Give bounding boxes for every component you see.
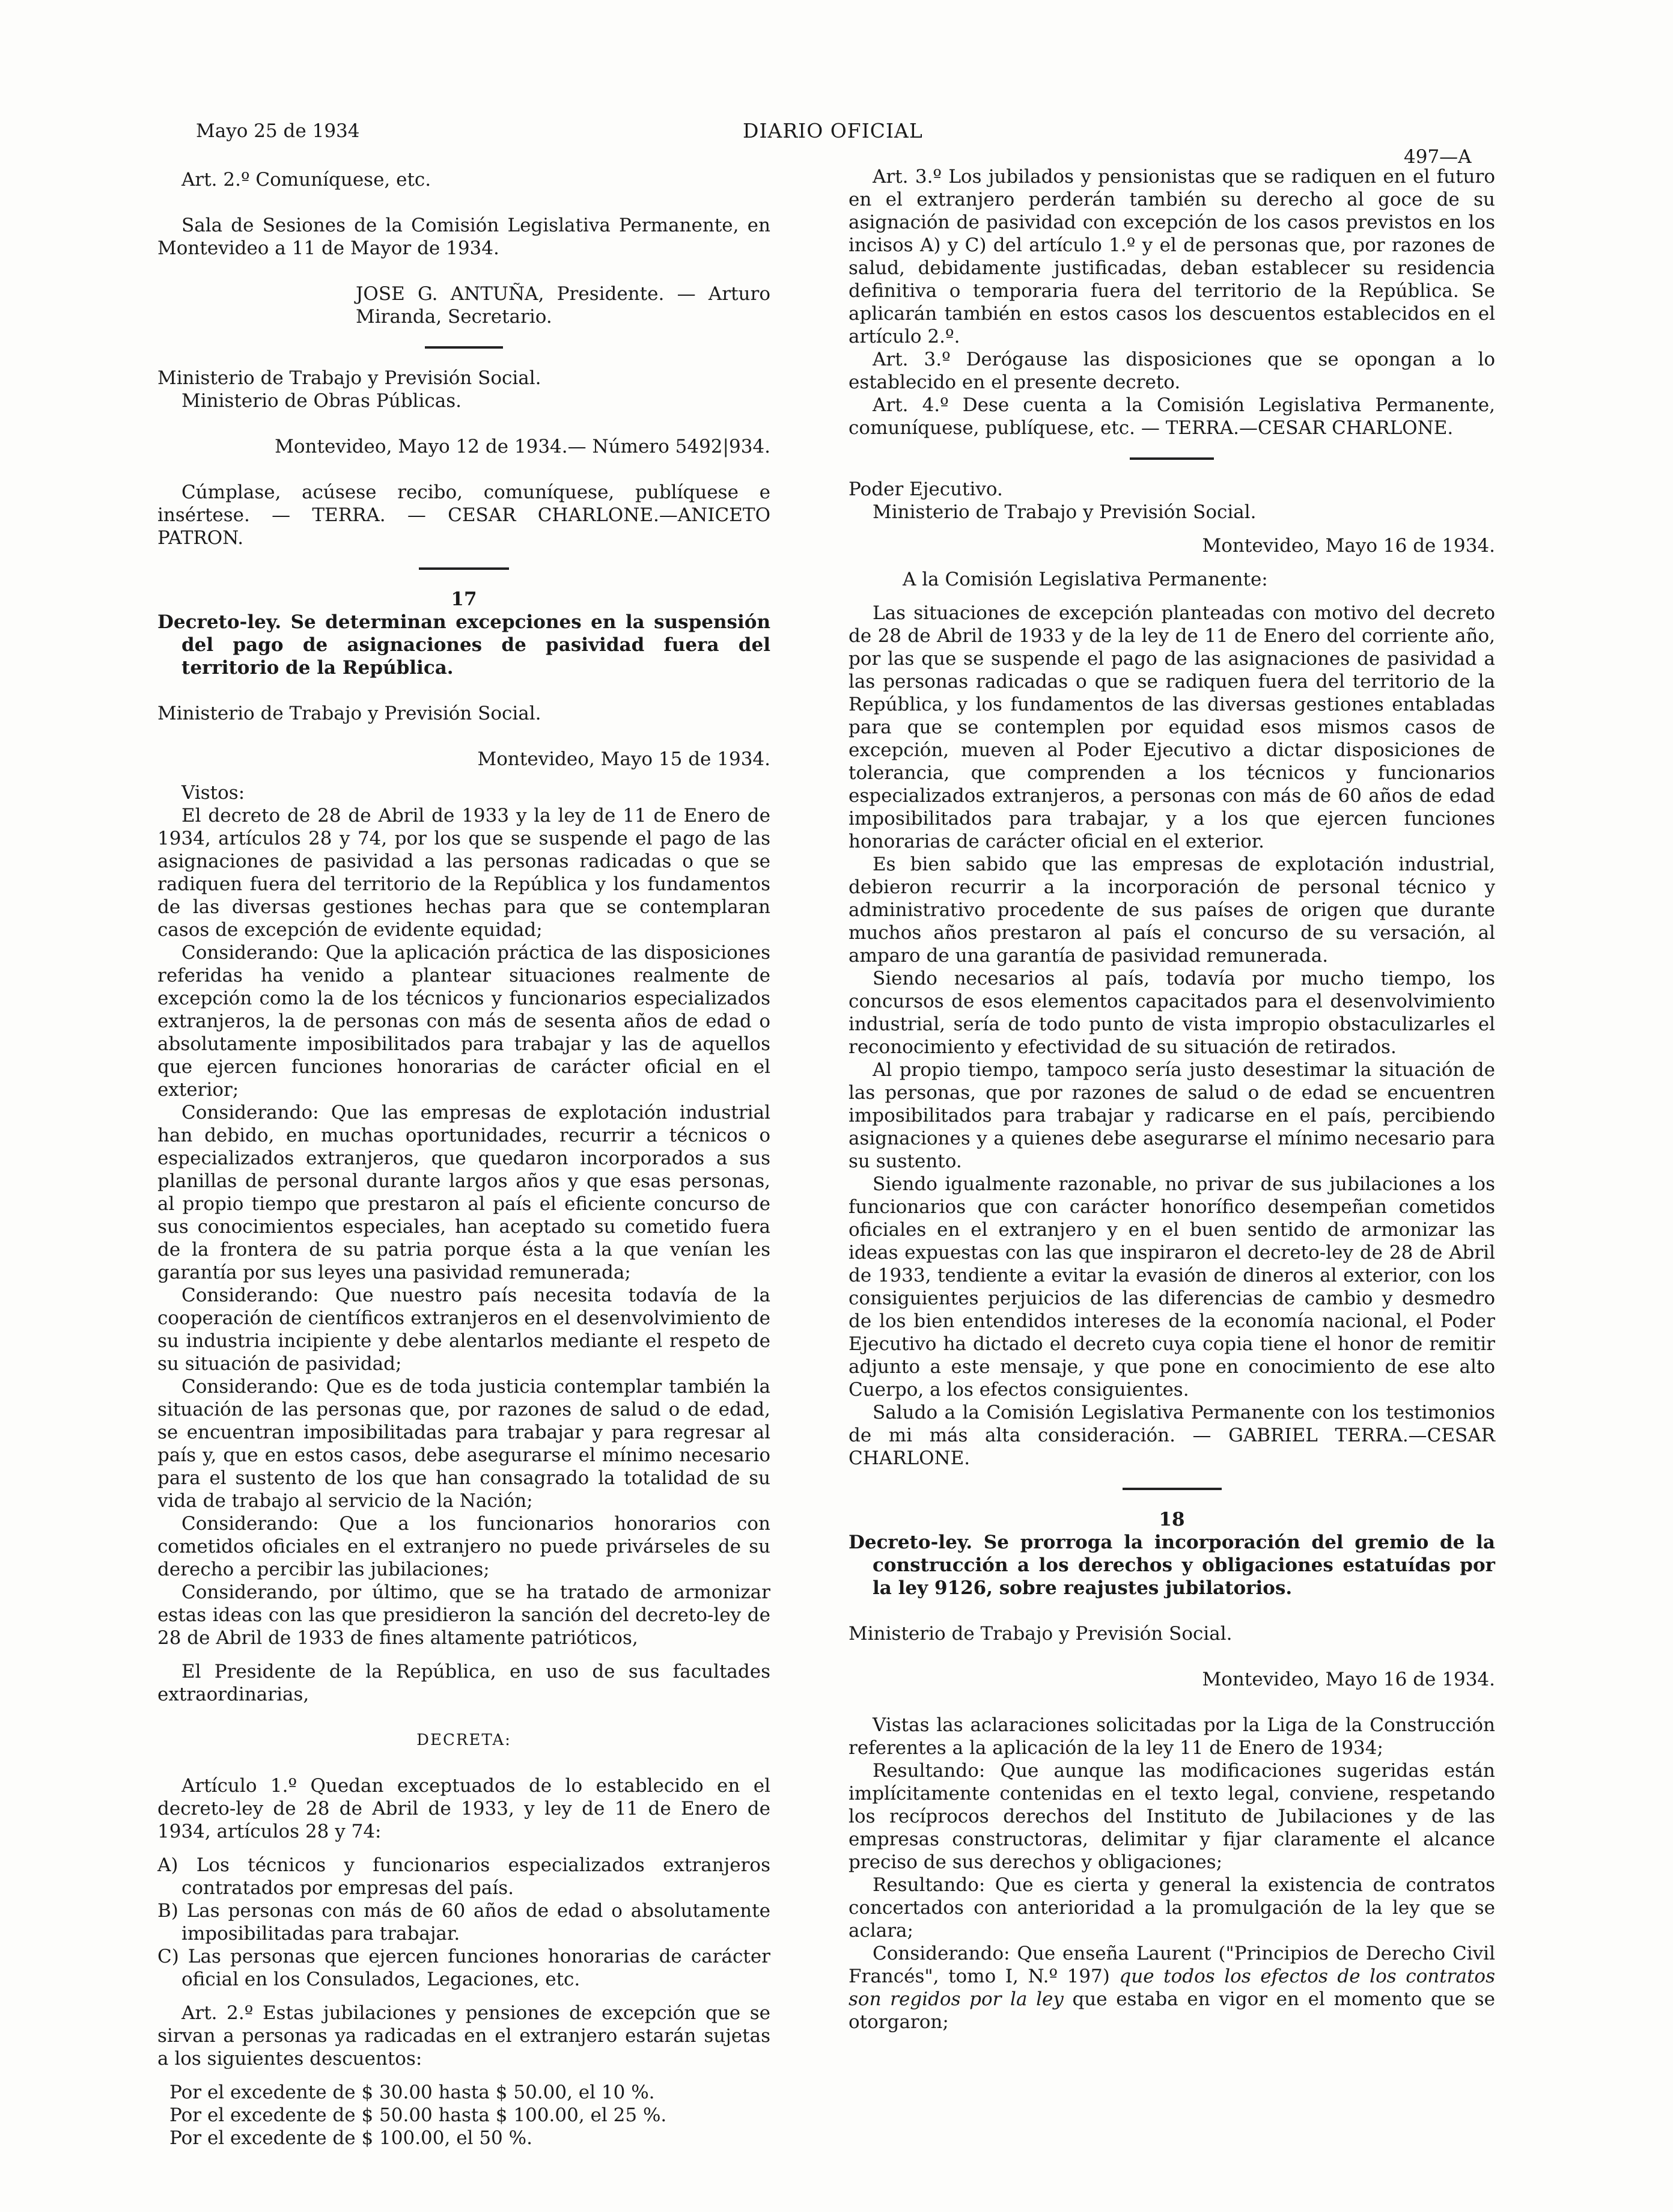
divider <box>425 346 503 349</box>
considerando-3: Considerando: Que nuestro país necesita todavía de la cooperación de científicos extranjeros en el desenvolvimiento de su industria incipiente y debe alentarlos mediante el respeto de su situación de pasividad; <box>157 1285 770 1375</box>
resultando-2: Resultando: Que es cierta y general la existencia de contratos concertados con anterioridad a la promulgación de la ley que se aclara; <box>849 1874 1495 1942</box>
ministry-labor: Ministerio de Trabajo y Previsión Social. <box>157 367 541 389</box>
decree-number-17: 17 <box>451 588 477 610</box>
resultando-1: Resultando: Que aunque las modificaciones sugeridas están implícitamente contenidas en el texto legal, conviene, respetando los recíprocos derechos del Instituto de Jubilaciones y de las empresas constructoras, delimitar y fijar claramente el alcance preciso de sus derechos y obligaciones; <box>849 1760 1495 1873</box>
place-date: Montevideo, Mayo 16 de 1934. <box>1202 535 1495 557</box>
ministry-line: Ministerio de Trabajo y Previsión Social. <box>157 703 541 724</box>
message-para-4: Al propio tiempo, tampoco sería justo desestimar la situación de las personas, que por razones de salud o de edad se encuentren imposibilitados para trabajar y radicarse en el país, percibiendo asignaciones y a quienes debe asegurarse el mínimo necesario para su sustento. <box>849 1059 1495 1172</box>
ministry-line: Ministerio de Trabajo y Previsión Social. <box>873 501 1257 523</box>
executive-power: Poder Ejecutivo. <box>849 478 1003 500</box>
article-3-derogation: Art. 3.º Derógause las disposiciones que se opongan a lo establecido en el presente decreto. <box>849 349 1495 393</box>
considerando-4: Considerando: Que es de toda justicia contemplar también la situación de las personas que, por razones de salud o de edad, se encuentran imposibilitadas para trabajar y para regresar al país y, que en estos casos, debe asegurarse el mínimo necesario para el sustento de los que han consagrado la totalidad de su vida de trabajo al servicio de la Nación; <box>157 1376 770 1512</box>
place-date-number: Montevideo, Mayo 12 de 1934.— Número 5492|934. <box>275 436 770 457</box>
item-c: C) Las personas que ejercen funciones honorarias de carácter oficial en los Consulados, Legaciones, etc. <box>157 1946 770 1990</box>
place-date-2: Montevideo, Mayo 16 de 1934. <box>1202 1669 1495 1690</box>
discount-scale-3: Por el excedente de $ 100.00, el 50 %. <box>169 2127 532 2149</box>
considerando-2: Considerando: Que las empresas de explotación industrial han debido, en muchas oportunidades, recurrir a técnicos o especializados extranjeros, que quedaron incorporados a sus planillas de personal durante largos años y que esas personas, al propio tiempo que prestaron al país el eficiente concurso de sus conocimientos especiales, han aceptado su cometido fuera de la frontera de su patria porque ésta a la que venían les garantía por sus leyes una pasividad remunerada; <box>157 1102 770 1283</box>
discount-scale-2: Por el excedente de $ 50.00 hasta $ 100.00, el 25 %. <box>169 2104 667 2126</box>
considerando-laurent <box>849 1942 1495 2033</box>
considerando-tail: que estaba en vigor en el momento que se otorgaron; <box>849 1988 1495 2033</box>
divider <box>1130 457 1214 460</box>
divider <box>419 567 509 570</box>
vistas-text: Vistas las aclaraciones solicitadas por la Liga de la Construcción referentes a la aplicación de la ley 11 de Enero de 1934; <box>849 1714 1495 1759</box>
place-date: Montevideo, Mayo 15 de 1934. <box>477 748 770 770</box>
vistos-label: Vistos: <box>181 782 245 804</box>
article-2: Art. 2.º Estas jubilaciones y pensiones de excepción que se sirvan a personas ya radicadas en el extranjero estarán sujetas a los siguientes descuentos: <box>157 2002 770 2070</box>
compliance-order: Cúmplase, acúsese recibo, comuníquese, publíquese e insértese. — TERRA. — CESAR CHARLONE.—ANICETO PATRON. <box>157 481 770 549</box>
item-a: A) Los técnicos y funcionarios especializados extranjeros contratados por empresas del país. <box>157 1854 770 1899</box>
article-3: Art. 3.º Los jubilados y pensionistas que se radiquen en el futuro en el extranjero perderán también su derecho al goce de su asignación de pasividad con excepción de los casos previstos en los incisos A) y C) del artículo 1.º y el de personas que, por razones de salud, debidamente justificadas, deban establecer su residencia definitiva o temporaria fuera del territorio de la República. Se aplicarán también en estos casos los descuentos establecidos en el artículo 2.º. <box>849 166 1495 347</box>
decreta-heading: DECRETA: <box>416 1731 511 1749</box>
message-para-5: Siendo igualmente razonable, no privar de sus jubilaciones a los funcionarios que con carácter honorífico desempeñan cometidos oficiales en el extranjero y en el buen sentido de armonizar las ideas expuestas con las que inspiraron el decreto-ley de 28 de Abril de 1933, tendiente a evitar la evasión de dineros al exterior, con los consiguientes perjuicios de las diferencias de cambio y desmedro de los bien entendidos intereses de la economía nacional, el Poder Ejecutivo ha dictado el decreto cuya copia tiene el honor de remitir adjunto a este mensaje, y que pone en conocimiento de ese alto Cuerpo, a los efectos consiguientes. <box>849 1173 1495 1401</box>
left-column <box>157 168 770 2149</box>
decree-18-title: Decreto-ley. Se prorroga la incorporación del gremio de la construcción a los derechos y obligaciones estatuídas por la ley 9126, sobre reajustes jubilatorios. <box>849 1532 1495 1599</box>
considerando-1: Considerando: Que la aplicación práctica de las disposiciones referidas ha venido a plantear situaciones realmente de excepción como la de los técnicos y funcionarios especializados extranjeros, la de personas con más de sesenta años de edad o absolutamente imposibilitados para trabajar y las de aquellos que ejercen funciones honorarias de carácter oficial en el exterior; <box>157 942 770 1101</box>
ministry-public-works: Ministerio de Obras Públicas. <box>181 390 462 412</box>
considerando-lead: Considerando: Que enseña Laurent ("Principios de Derecho Civil Francés", tomo I, N.º 197) <box>849 1943 1495 1987</box>
considerando-quote: que todos los efectos de los contratos son regidos por la ley <box>849 1966 1495 2010</box>
article-4: Art. 4.º Dese cuenta a la Comisión Legislativa Permanente, comuníquese, publíquese, etc. — TERRA.—CESAR CHARLONE. <box>849 394 1495 439</box>
divider <box>1123 1488 1222 1490</box>
message-para-2: Es bien sabido que las empresas de explotación industrial, debieron recurrir a la incorporación de personal técnico y administrativo procedente de sus países de origen que durante muchos años prestaron al país el concurso de su versación, al amparo de una garantía de pasividad remunerada. <box>849 854 1495 967</box>
addressee: A la Comisión Legislativa Permanente: <box>903 569 1268 590</box>
decree-number-18: 18 <box>1159 1509 1185 1530</box>
page-number: 497—A <box>1404 146 1472 168</box>
session-hall: Sala de Sesiones de la Comisión Legislativa Permanente, en Montevideo a 11 de Mayor de 1934. <box>157 215 770 259</box>
considerando-6: Considerando, por último, que se ha tratado de armonizar estas ideas con las que presidieron la sanción del decreto-ley de 28 de Abril de 1933 de fines altamente patrióticos, <box>157 1581 770 1649</box>
page-date: Mayo 25 de 1934 <box>196 120 360 142</box>
journal-title: DIARIO OFICIAL <box>743 119 923 142</box>
decree-17-title: Decreto-ley. Se determinan excepciones en la suspensión del pago de asignaciones de pasividad fuera del territorio de la República. <box>157 611 770 679</box>
considerando-5: Considerando: Que a los funcionarios honorarios con cometidos oficiales en el extranjero no puede privárseles de su derecho a percibir las jubilaciones; <box>157 1513 770 1580</box>
vistos-text: El decreto de 28 de Abril de 1933 y la ley de 11 de Enero de 1934, artículos 28 y 74, por los que se suspende el pago de las asignaciones de pasividad a las personas radicadas o que se radiquen fuera del territorio de la República y los fundamentos de las diversas gestiones hechas para que se contemplaran casos de excepción de evidente equidad; <box>157 805 770 941</box>
message-para-6: Saludo a la Comisión Legislativa Permanente con los testimonios de mi más alta consideración. — GABRIEL TERRA.—CESAR CHARLONE. <box>849 1402 1495 1469</box>
discount-scale-1: Por el excedente de $ 30.00 hasta $ 50.00, el 10 %. <box>169 2082 655 2103</box>
item-b: B) Las personas con más de 60 años de edad o absolutamente imposibilitadas para trabajar. <box>157 1900 770 1945</box>
message-para-1: Las situaciones de excepción planteadas con motivo del decreto de 28 de Abril de 1933 y de la ley de 11 de Enero del corriente año, por las que se suspende el pago de las asignaciones de pasividad a las personas radicadas o que se radiquen fuera del territorio de la República, y los fundamentos de las diversas gestiones entabladas para que se contemplen por equidad esos mismos casos de excepción, mueven al Poder Ejecutivo a dictar disposiciones de tolerancia, que comprenden a los técnicos y funcionarios especializados extranjeros, a personas con más de 60 años de edad imposibilitados para trabajar, y a los que ejercen funciones honorarias de carácter oficial en el exterior. <box>849 602 1495 852</box>
signatories: JOSE G. ANTUÑA, Presidente. — Arturo Miranda, Secretario. <box>356 283 770 328</box>
article-1: Artículo 1.º Quedan exceptuados de lo establecido en el decreto-ley de 28 de Abril de 1933, y ley de 11 de Enero de 1934, artículos 28 y 74: <box>157 1775 770 1842</box>
president-line: El Presidente de la República, en uso de sus facultades extraordinarias, <box>157 1661 770 1705</box>
message-para-3: Siendo necesarios al país, todavía por mucho tiempo, los concursos de esos elementos capacitados para el desenvolvimiento industrial, sería de todo punto de vista impropio obstaculizarles el reconocimiento y efectividad de su situación de retirados. <box>849 968 1495 1058</box>
right-column <box>849 165 1495 2033</box>
article-2-closing: Art. 2.º Comuníquese, etc. <box>181 169 431 191</box>
ministry-line-2: Ministerio de Trabajo y Previsión Social. <box>849 1623 1233 1645</box>
